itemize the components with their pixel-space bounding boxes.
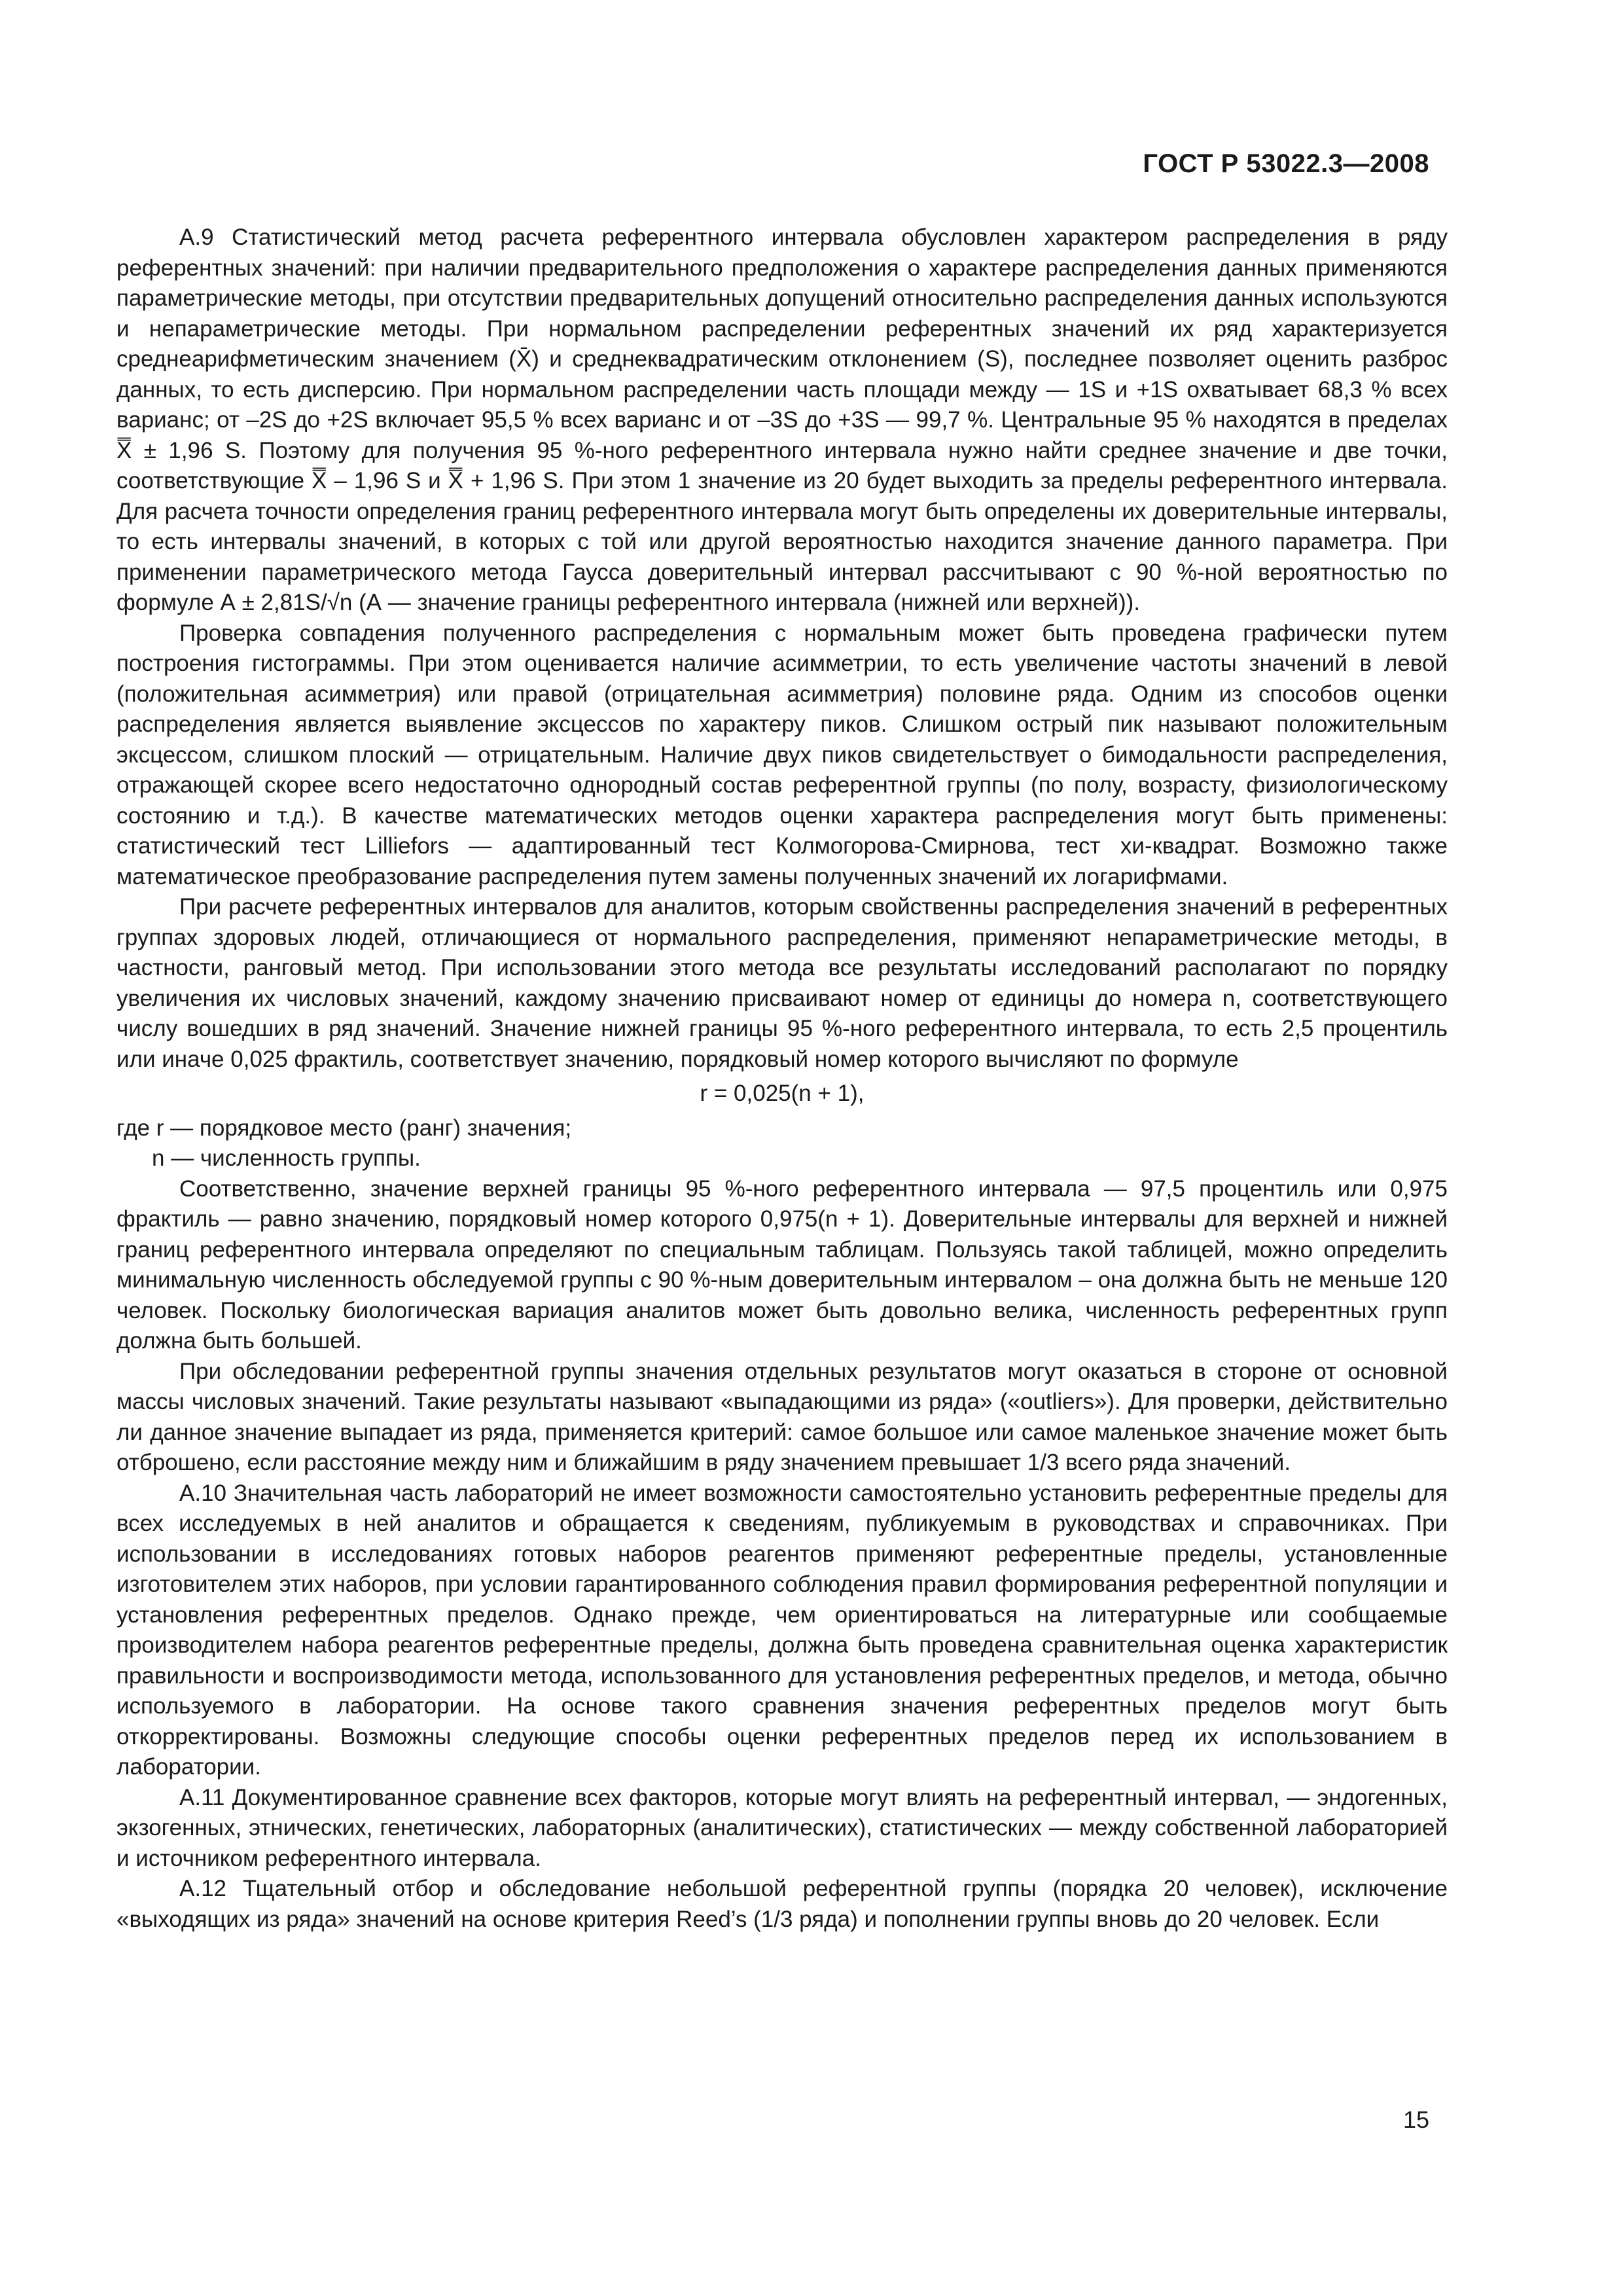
paragraph-outliers: При обследовании референтной группы значения отдельных результатов могут оказаться в стороне от основной массы числовых значений. Такие результаты называют «выпадающими из ряда» («outliers»). Для проверки, действительно ли данное значение выпадает из ряда, применяется критерий: самое большое или самое маленькое значение может быть отброшено, если расстояние между ним и ближайшим в ряду значением превышает 1/3 всего ряда значений. bbox=[116, 1358, 1448, 1475]
paragraph-rank-method: При расчете референтных интервалов для аналитов, которым свойственны распределения значений в референтных группах здоровых людей, отличающиеся от нормального распределения, применяют непараметрические методы, в частности, ранговый метод. При использовании этого метода все результаты исследований располагают по порядку увеличения их числовых значений, каждому значению присваивают номер от единицы до номера n, соответствующего числу вошедших в ряд значений. Значение нижней границы 95 %-ного референтного интервала, то есть 2,5 процентиль или иначе 0,025 фрактиль, соответствует значению, порядковый номер которого вычисляют по формуле bbox=[116, 894, 1448, 1072]
where-line-r: где r — порядковое место (ранг) значения; bbox=[116, 1115, 572, 1141]
paragraph-upper-bound: Соответственно, значение верхней границы 95 %-ного референтного интервала — 97,5 процентиль или 0,975 фрактиль — равно значению, порядковый номер которого 0,975(n + 1). Доверительные интервалы для верхней и нижней границ референтного интервала определяют по специальным таблицам. Пользуясь такой таблицей, можно определить минимальную численность обследуемой группы с 90 %-ным доверительным интервалом – она должна быть не меньше 120 человек. Поскольку биологическая вариация аналитов может быть довольно велика, численность референтных групп должна быть большей. bbox=[116, 1175, 1448, 1354]
paragraph-a10: А.10 Значительная часть лабораторий не имеет возможности самостоятельно установить референтные пределы для всех исследуемых в ней аналитов и обращается к сведениям, публикуемым в руководствах и справочниках. При использовании в исследованиях готовых наборов реагентов применяют референтные пределы, установленные изготовителем этих наборов, при условии гарантированного соблюдения правил формирования референтной популяции и установления референтных пределов. Однако прежде, чем ориентироваться на литературные или сообщаемые производителем набора реагентов референтные пределы, должна быть проведена сравнительная оценка характеристик правильности и воспроизводимости метода, использованного для установления референтных пределов, и метода, обычно используемого в лаборатории. На основе такого сравнения значения референтных пределов могут быть откорректированы. Возможны следующие способы оценки референтных пределов перед их использованием в лаборатории. bbox=[116, 1480, 1448, 1780]
paragraph-histogram: Проверка совпадения полученного распределения с нормальным может быть проведена графически путем построения гистограммы. При этом оценивается наличие асимметрии, то есть увеличение частоты значений в левой (положительная асимметрия) или правой (отрицательная асимметрия) половине ряда. Одним из способов оценки распределения является выявление эксцессов по характеру пиков. Слишком острый пик называют положительным эксцессом, слишком плоский — отрицательным. Наличие двух пиков свидетельствует о бимодальности распределения, отражающей скорее всего недостаточно однородный состав референтной группы (по полу, возрасту, физиологическому состоянию и т.д.). В качестве математических методов оценки характера распределения могут быть применены: статистический тест Lilliefors — адаптированный тест Колмогорова-Смирнова, тест хи-квадрат. Возможно также математическое преобразование распределения путем замены полученных значений их логарифмами. bbox=[116, 620, 1448, 889]
paragraph-a9: А.9 Статистический метод расчета референтного интервала обусловлен характером распределения в ряду референтных значений: при наличии предварительного предположения о характере распределения данных применяются параметрические методы, при отсутствии предварительных допущений относительно распределения данных используются и непараметрические методы. При нормальном распределении референтных значений их ряд характеризуется среднеарифметическим значением (X̄) и среднеквадратическим отклонением (S), последнее позволяет оценить разброс данных, то есть дисперсию. При нормальном распределении часть площади между — 1S и +1S охватывает 68,3 % всех варианс; от –2S до +2S включает 95,5 % всех варианс и от –3S до +3S — 99,7 %. Центральные 95 % находятся в пределах X̿ ± 1,96 S. Поэтому для получения 95 %-ного референтного интервала нужно найти среднее значение и две точки, соответствующие X̿ – 1,96 S и X̿ + 1,96 S. При этом 1 значение из 20 будет выходить за пределы референтного интервала. Для расчета точности определения границ референтного интервала могут быть определены их доверительные интервалы, то есть интервалы значений, в которых с той или другой вероятностью находится значение данного параметра. При применении параметрического метода Гаусса доверительный интервал рассчитывают с 90 %-ной вероятностью по формуле А ± 2,81S/√n (А — значение границы референтного интервала (нижней или верхней)). bbox=[116, 224, 1448, 615]
where-line-n: n — численность группы. bbox=[152, 1145, 421, 1171]
formula-rank: r = 0,025(n + 1), bbox=[700, 1081, 865, 1106]
page-number: 15 bbox=[1402, 2106, 1429, 2133]
paragraph-a11: А.11 Документированное сравнение всех факторов, которые могут влиять на референтный интервал, — эндогенных, экзогенных, этнических, генетических, лабораторных (аналитических), статистических — между собственной лабораторией и источником референтного интервала. bbox=[116, 1784, 1448, 1871]
document-body bbox=[116, 223, 1448, 1935]
document-number: ГОСТ Р 53022.3—2008 bbox=[1143, 149, 1429, 178]
paragraph-a12: А.12 Тщательный отбор и обследование небольшой референтной группы (порядка 20 человек), исключение «выходящих из ряда» значений на основе критерия Reed’s (1/3 ряда) и пополнении группы вновь до 20 человек. Если bbox=[116, 1876, 1448, 1932]
